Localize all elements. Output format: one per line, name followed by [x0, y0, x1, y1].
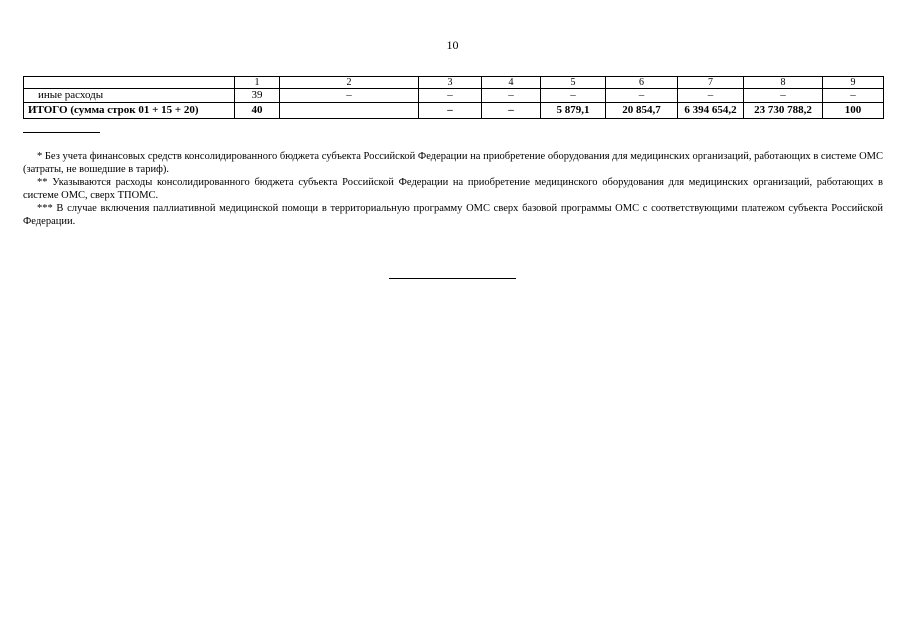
header-cell: 2	[280, 77, 419, 89]
header-cell: 7	[678, 77, 744, 89]
table-cell: 5 879,1	[541, 103, 606, 119]
table-cell	[280, 103, 419, 119]
header-cell-label	[24, 77, 235, 89]
table-cell: –	[606, 89, 678, 103]
table-cell: 6 394 654,2	[678, 103, 744, 119]
table-cell: –	[419, 103, 482, 119]
row-label: иные расходы	[24, 89, 235, 103]
page-number: 10	[446, 38, 459, 52]
table-row-total	[24, 103, 884, 119]
footnote: * Без учета финансовых средств консолидированного бюджета субъекта Российской Федерации на приобретение оборудования для медицинских организаций, работающих в системе ОМС (затраты, не вошедшие в тариф).	[23, 151, 883, 175]
table-cell: –	[482, 89, 541, 103]
footnote: *** В случае включения паллиативной медицинской помощи в территориальную программу ОМС сверх базовой программы ОМС с соответствующими платежом субъекта Российской Федерации.	[23, 203, 883, 227]
table-cell: –	[482, 103, 541, 119]
table-cell: –	[280, 89, 419, 103]
table-cell: –	[541, 89, 606, 103]
header-cell: 1	[235, 77, 280, 89]
table-row	[24, 89, 884, 103]
table-cell: 39	[235, 89, 280, 103]
table-cell: 100	[823, 103, 884, 119]
footnotes	[23, 150, 883, 228]
table-cell: –	[678, 89, 744, 103]
table-cell: –	[823, 89, 884, 103]
expenses-table	[23, 76, 884, 119]
table-cell: –	[744, 89, 823, 103]
end-separator	[389, 278, 516, 279]
header-cell: 6	[606, 77, 678, 89]
header-cell: 5	[541, 77, 606, 89]
table-cell: 20 854,7	[606, 103, 678, 119]
header-cell: 4	[482, 77, 541, 89]
header-cell: 3	[419, 77, 482, 89]
table-cell: –	[419, 89, 482, 103]
footnote-separator	[23, 132, 100, 133]
footnote: ** Указываются расходы консолидированного бюджета субъекта Российской Федерации на приобретение медицинского оборудования для медицинских организаций, работающих в системе ОМС, сверх ТПОМС.	[23, 177, 883, 201]
header-cell: 9	[823, 77, 884, 89]
table-cell: 40	[235, 103, 280, 119]
row-label: ИТОГО (сумма строк 01 + 15 + 20)	[24, 103, 235, 119]
table-header-row	[24, 77, 884, 89]
table-cell: 23 730 788,2	[744, 103, 823, 119]
header-cell: 8	[744, 77, 823, 89]
